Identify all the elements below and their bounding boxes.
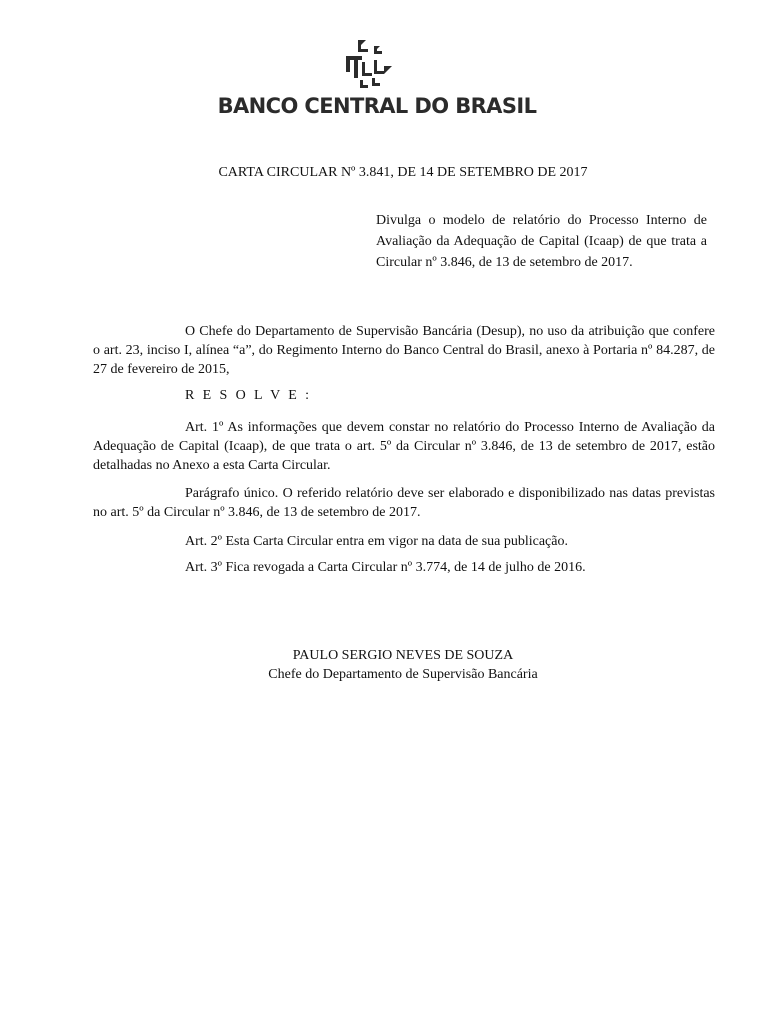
article-2-paragraph: Art. 2º Esta Carta Circular entra em vigor na data de sua publicação. <box>185 534 568 549</box>
article-3-paragraph: Art. 3º Fica revogada a Carta Circular nº 3.774, de 14 de julho de 2016. <box>185 560 586 575</box>
article-1-paragraph: Art. 1º As informações que devem constar no relatório do Processo Interno de Avaliação da Adequação de Capital (Icaap), de que trata o art. 5º da Circular nº 3.846, de 13 de setembro de 2017, estão detalhadas no Anexo a esta Carta Circular. <box>93 420 715 473</box>
signatory-name: PAULO SERGIO NEVES DE SOUZA <box>292 648 514 663</box>
institution-name: BANCO CENTRAL DO BRASIL <box>217 94 537 118</box>
document-title: CARTA CIRCULAR Nº 3.841, DE 14 DE SETEMBRO DE 2017 <box>218 165 588 180</box>
institution-logo <box>212 36 542 122</box>
banco-central-logo-icon <box>340 36 404 90</box>
signature-block <box>0 646 770 684</box>
preamble-paragraph: O Chefe do Departamento de Supervisão Bancária (Desup), no uso da atribuição que confere o art. 23, inciso I, alínea “a”, do Regimento Interno do Banco Central do Brasil, anexo à Portaria nº 84.287, de 27 de fevereiro de 2015, <box>93 324 715 377</box>
document-summary: Divulga o modelo de relatório do Processo Interno de Avaliação da Adequação de Capital (Icaap) de que trata a Circular nº 3.846, de 13 de setembro de 2017. <box>376 213 707 270</box>
signatory-role: Chefe do Departamento de Supervisão Bancária <box>268 667 538 682</box>
resolve-heading: R E S O L V E : <box>185 388 312 403</box>
sole-paragraph: Parágrafo único. O referido relatório deve ser elaborado e disponibilizado nas datas previstas no art. 5º da Circular nº 3.846, de 13 de setembro de 2017. <box>93 486 715 520</box>
